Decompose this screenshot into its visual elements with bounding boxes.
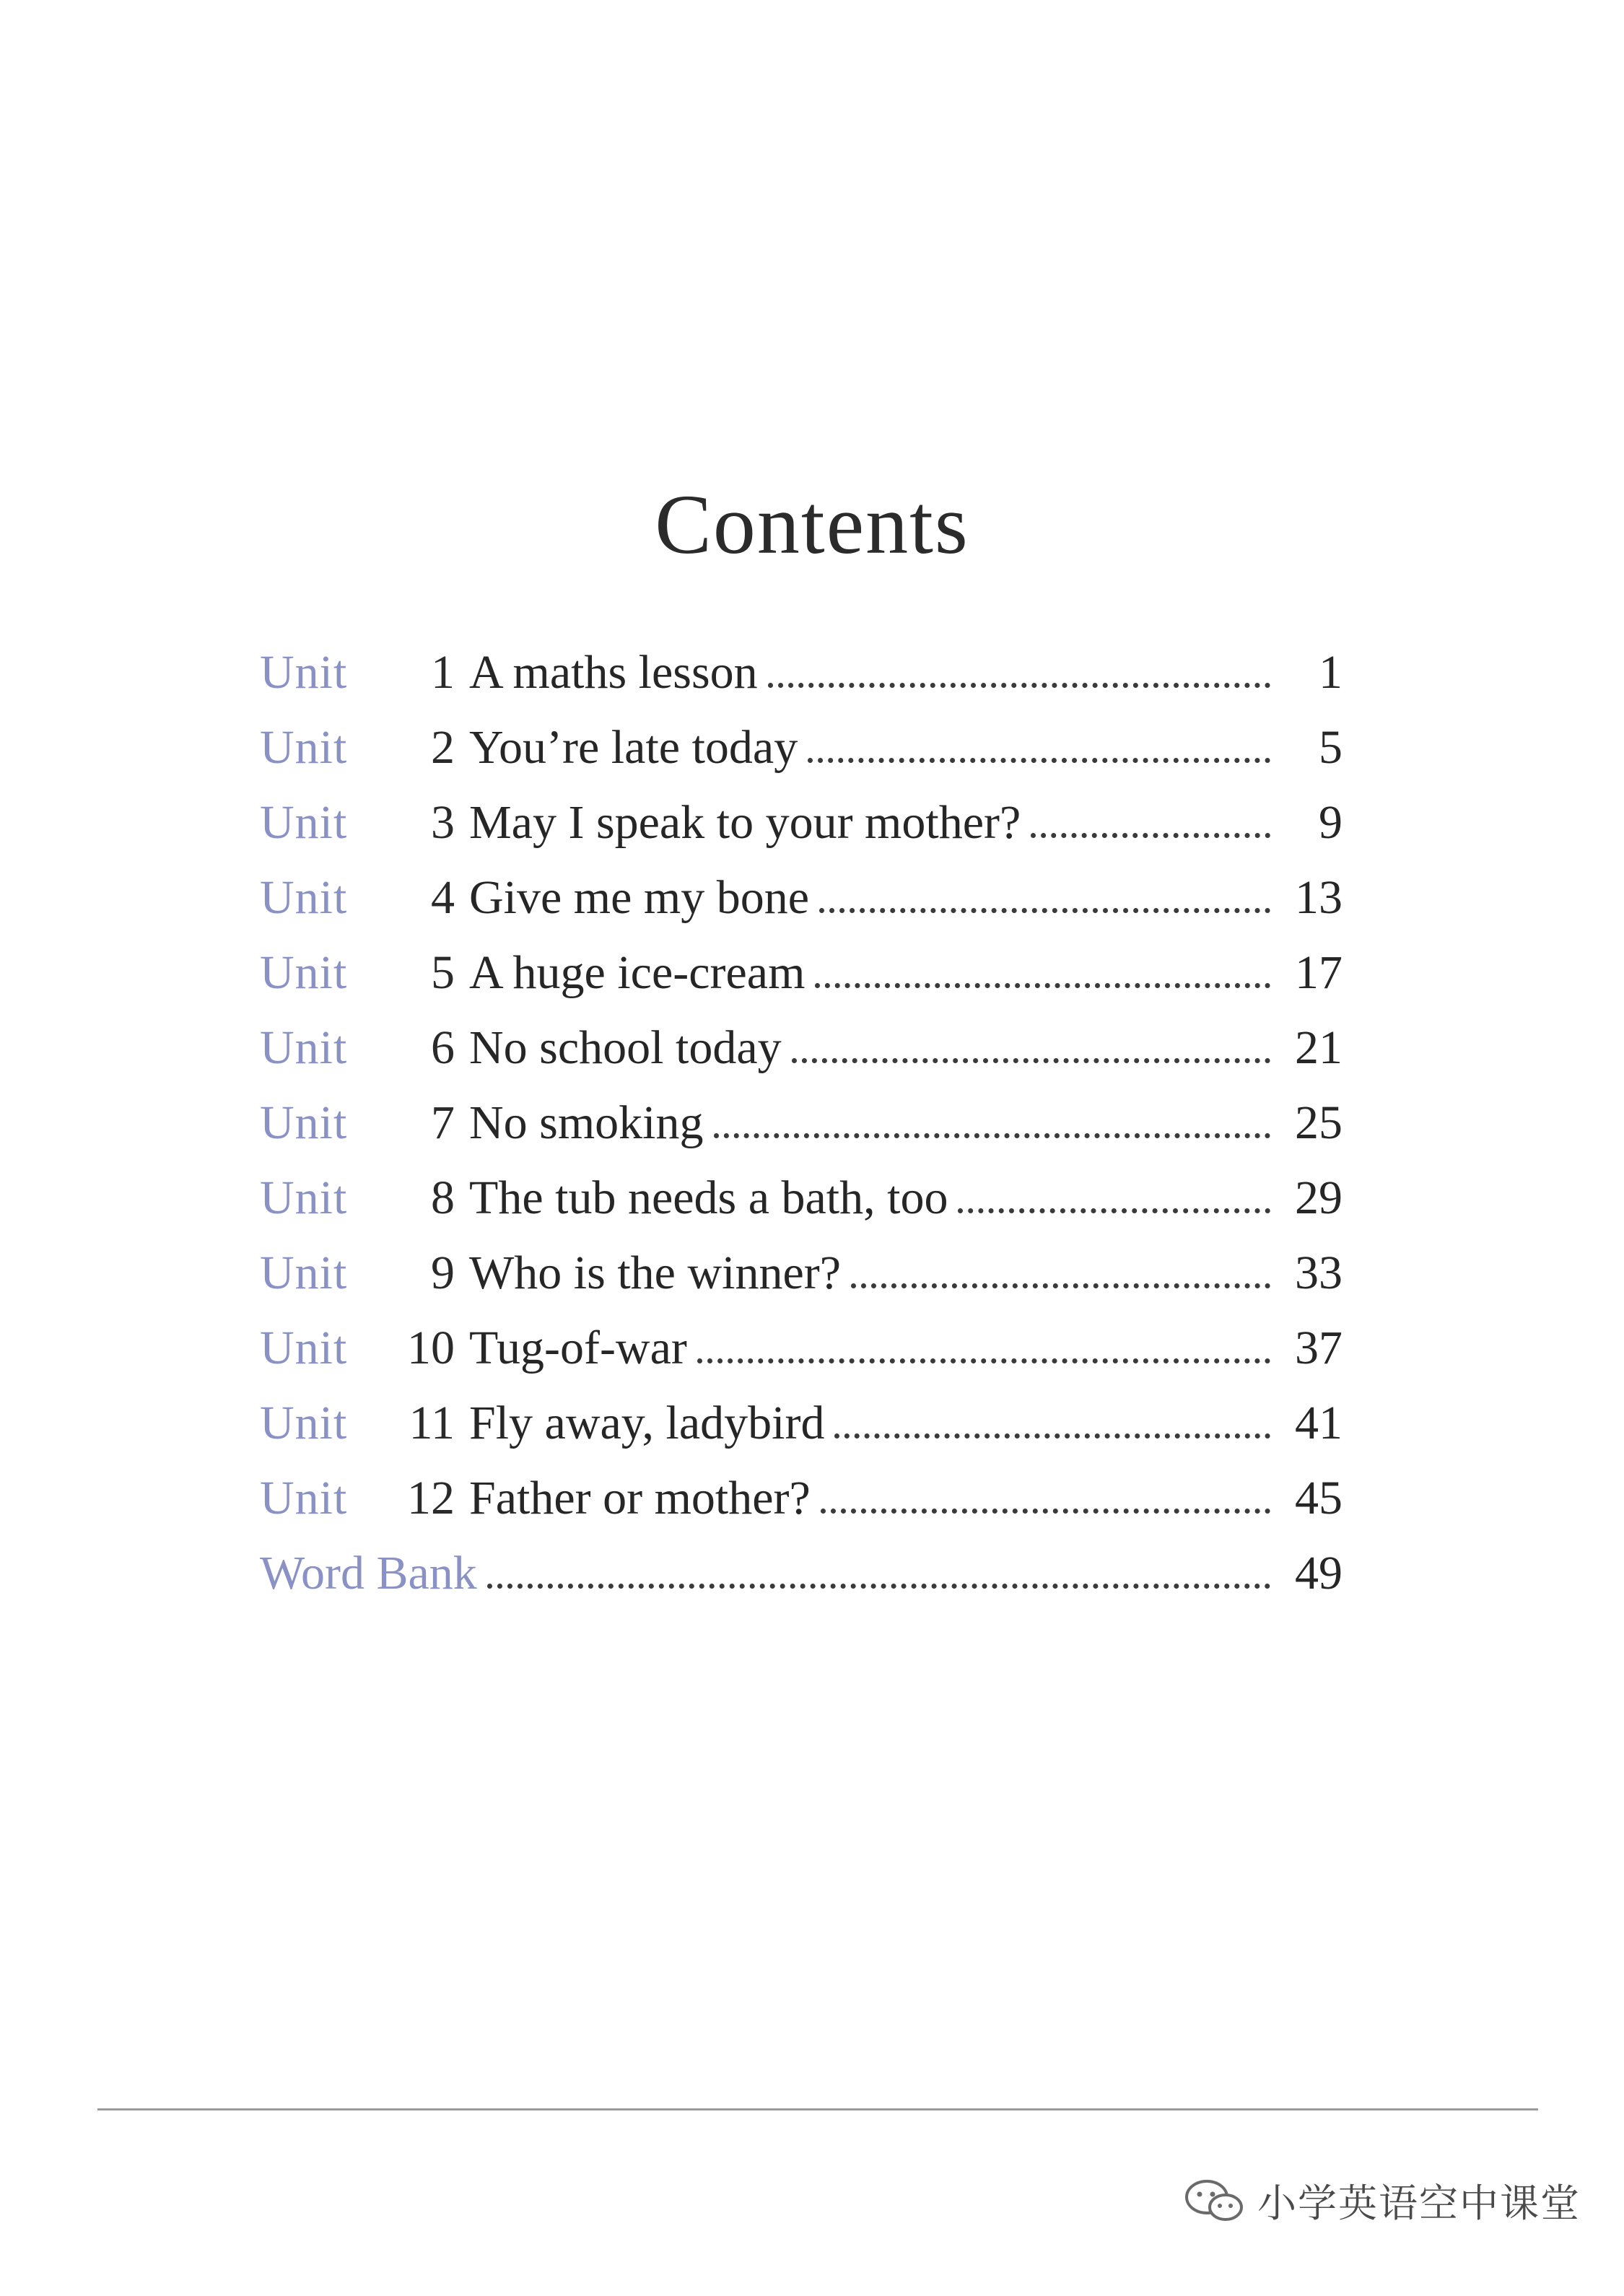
toc-entry-unit-4[interactable] (260, 860, 1343, 935)
unit-label: Unit (260, 1096, 348, 1149)
unit-label: Unit (260, 871, 348, 924)
page-number: 5 (1319, 721, 1343, 774)
unit-title: A huge ice-cream (469, 946, 806, 999)
page-title: Contents (655, 477, 969, 572)
unit-label: Unit (260, 721, 348, 774)
unit-title: May I speak to your mother? (469, 796, 1021, 849)
dot-leader (821, 1509, 1270, 1514)
page-number: 21 (1295, 1021, 1343, 1074)
unit-number: 1 (431, 646, 455, 699)
page-number: 9 (1319, 796, 1343, 849)
unit-title: You’re late today (469, 721, 798, 774)
unit-number: 8 (431, 1171, 455, 1224)
unit-number: 7 (431, 1096, 455, 1149)
toc-entry-unit-9[interactable] (260, 1236, 1343, 1311)
page-number: 37 (1295, 1322, 1343, 1374)
toc-entry-unit-6[interactable] (260, 1010, 1343, 1086)
unit-number: 11 (409, 1397, 455, 1449)
page-number: 41 (1295, 1397, 1343, 1449)
dot-leader (697, 1358, 1270, 1363)
dot-leader (714, 1133, 1270, 1138)
dot-leader (834, 1433, 1270, 1439)
unit-number: 10 (407, 1322, 455, 1374)
dot-leader (792, 1058, 1270, 1063)
wechat-icon (1184, 2177, 1246, 2225)
word-bank-title: Word Bank (260, 1547, 477, 1599)
page-number: 17 (1295, 946, 1343, 999)
page-number: 13 (1295, 871, 1343, 924)
dot-leader (768, 683, 1270, 688)
unit-label: Unit (260, 1021, 348, 1074)
unit-title: Father or mother? (469, 1472, 811, 1524)
unit-title: Give me my bone (469, 871, 810, 924)
unit-title: Who is the winner? (469, 1247, 842, 1299)
toc-entry-unit-10[interactable] (260, 1311, 1343, 1386)
unit-label: Unit (260, 1247, 348, 1299)
toc-entry-unit-5[interactable] (260, 935, 1343, 1010)
unit-label: Unit (260, 796, 348, 849)
unit-label: Unit (260, 1397, 348, 1449)
unit-title: No smoking (469, 1096, 704, 1149)
dot-leader (808, 758, 1270, 763)
unit-title: A maths lesson (469, 646, 758, 699)
dot-leader (815, 983, 1270, 988)
unit-number: 6 (431, 1021, 455, 1074)
unit-title: Tug-of-war (469, 1322, 687, 1374)
toc-entry-unit-1[interactable] (260, 635, 1343, 710)
dot-leader (958, 1208, 1270, 1213)
page-number: 45 (1295, 1472, 1343, 1524)
unit-label: Unit (260, 1472, 348, 1524)
watermark-text: 小学英语空中课堂 (1257, 2181, 1581, 2226)
page-number: 25 (1295, 1096, 1343, 1149)
unit-number: 4 (431, 871, 455, 924)
unit-number: 5 (431, 946, 455, 999)
unit-label: Unit (260, 1171, 348, 1224)
page-number: 1 (1319, 646, 1343, 699)
toc-entry-unit-12[interactable] (260, 1461, 1343, 1536)
footer-divider (97, 2108, 1538, 2111)
unit-title: Fly away, ladybird (469, 1397, 825, 1449)
toc-entry-unit-8[interactable] (260, 1161, 1343, 1236)
unit-label: Unit (260, 946, 348, 999)
toc-entry-word-bank[interactable] (260, 1536, 1343, 1611)
dot-leader (487, 1584, 1270, 1589)
unit-number: 3 (431, 796, 455, 849)
page-number: 29 (1295, 1171, 1343, 1224)
watermark (1184, 2173, 1581, 2228)
unit-number: 9 (431, 1247, 455, 1299)
dot-leader (1031, 833, 1270, 838)
toc-entry-unit-11[interactable] (260, 1386, 1343, 1461)
toc-entry-unit-3[interactable] (260, 785, 1343, 860)
unit-number: 2 (431, 721, 455, 774)
page-number: 49 (1295, 1547, 1343, 1599)
unit-label: Unit (260, 1322, 348, 1374)
unit-label: Unit (260, 646, 348, 699)
toc-entry-unit-7[interactable] (260, 1086, 1343, 1161)
dot-leader (851, 1283, 1270, 1288)
page-number: 33 (1295, 1247, 1343, 1299)
unit-title: No school today (469, 1021, 782, 1074)
unit-number: 12 (407, 1472, 455, 1524)
toc-entry-unit-2[interactable] (260, 710, 1343, 785)
unit-title: The tub needs a bath, too (469, 1171, 948, 1224)
dot-leader (819, 908, 1270, 913)
table-of-contents (260, 635, 1343, 1611)
